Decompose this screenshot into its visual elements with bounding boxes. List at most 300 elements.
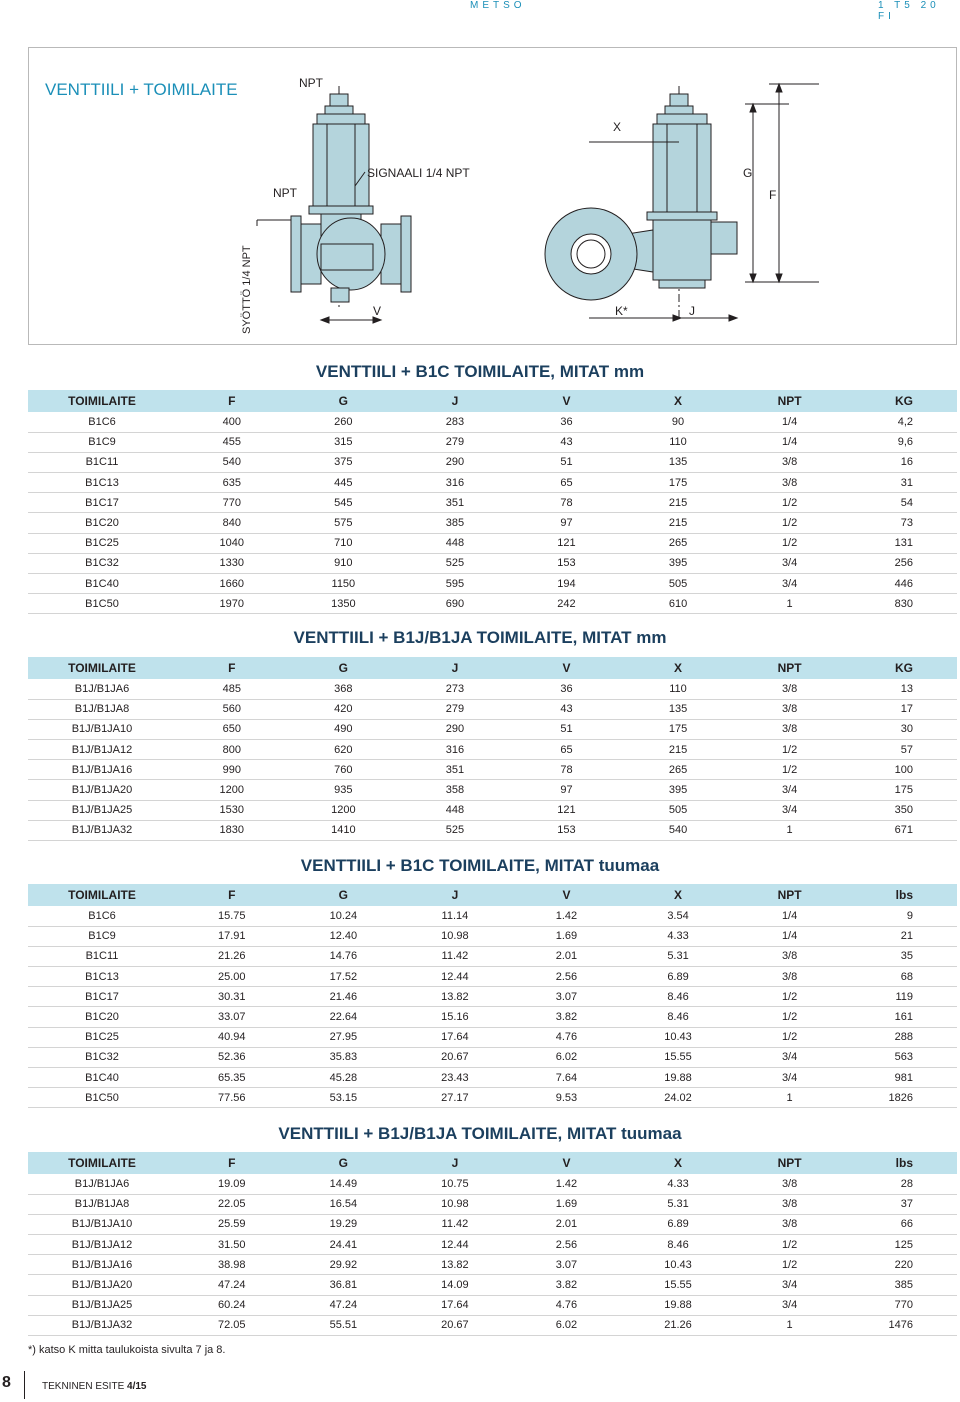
value-cell: 1/4 xyxy=(734,926,846,946)
value-cell: 6.89 xyxy=(622,967,734,987)
value-cell: 52.36 xyxy=(176,1047,288,1067)
value-cell: 610 xyxy=(622,594,734,614)
value-cell: 10.43 xyxy=(622,1255,734,1275)
value-cell: 1/4 xyxy=(734,432,846,452)
value-cell: 3.82 xyxy=(511,1275,623,1295)
value-cell: 27.95 xyxy=(288,1027,400,1047)
value-cell: 24.41 xyxy=(288,1235,400,1255)
value-cell: 14.09 xyxy=(399,1275,511,1295)
value-cell: 13.82 xyxy=(399,1255,511,1275)
table-title-b1j-mm: VENTTIILI + B1J/B1JA TOIMILAITE, MITAT mm xyxy=(293,628,667,647)
value-cell: 3/4 xyxy=(734,1275,846,1295)
value-cell: 1 xyxy=(734,1315,846,1335)
header-cell: X xyxy=(622,390,734,412)
value-cell: 316 xyxy=(399,473,511,493)
value-cell: 1/2 xyxy=(734,493,846,513)
value-cell: 47.24 xyxy=(288,1295,400,1315)
value-cell: 119 xyxy=(845,987,957,1007)
value-cell: 55.51 xyxy=(288,1315,400,1335)
header-cell: F xyxy=(176,390,288,412)
value-cell: 10.98 xyxy=(399,1194,511,1214)
value-cell: 215 xyxy=(622,513,734,533)
value-cell: 13.82 xyxy=(399,987,511,1007)
valve-actuator-figure xyxy=(28,47,957,345)
value-cell: 540 xyxy=(176,452,288,472)
value-cell: 760 xyxy=(288,760,400,780)
value-cell: 77.56 xyxy=(176,1088,288,1108)
table-row xyxy=(28,740,957,760)
actuator-cell: B1C13 xyxy=(28,473,176,493)
value-cell: 14.49 xyxy=(288,1174,400,1194)
value-cell: 525 xyxy=(399,553,511,573)
value-cell: 290 xyxy=(399,452,511,472)
value-cell: 1970 xyxy=(176,594,288,614)
value-cell: 505 xyxy=(622,800,734,820)
value-cell: 560 xyxy=(176,699,288,719)
value-cell: 57 xyxy=(845,740,957,760)
value-cell: 110 xyxy=(622,432,734,452)
value-cell: 505 xyxy=(622,574,734,594)
value-cell: 563 xyxy=(845,1047,957,1067)
table-row xyxy=(28,780,957,800)
value-cell: 220 xyxy=(845,1255,957,1275)
value-cell: 36.81 xyxy=(288,1275,400,1295)
value-cell: 800 xyxy=(176,740,288,760)
value-cell: 4.76 xyxy=(511,1027,623,1047)
table-b1c-inch xyxy=(28,884,957,1108)
header-cell: J xyxy=(399,1152,511,1174)
header-cell: lbs xyxy=(845,884,957,906)
actuator-cell: B1J/B1JA6 xyxy=(28,679,176,699)
actuator-cell: B1C6 xyxy=(28,906,176,926)
table-row xyxy=(28,1047,957,1067)
figure-title: VENTTIILI + TOIMILAITE xyxy=(45,80,238,99)
header-cell: TOIMILAITE xyxy=(28,657,176,679)
actuator-cell: B1J/B1JA32 xyxy=(28,820,176,840)
value-cell: 17 xyxy=(845,699,957,719)
header-cell: J xyxy=(399,884,511,906)
value-cell: 53.15 xyxy=(288,1088,400,1108)
value-cell: 288 xyxy=(845,1027,957,1047)
value-cell: 65 xyxy=(511,473,623,493)
value-cell: 256 xyxy=(845,553,957,573)
header-cell: TOIMILAITE xyxy=(28,390,176,412)
value-cell: 175 xyxy=(622,473,734,493)
value-cell: 2.56 xyxy=(511,967,623,987)
actuator-cell: B1J/B1JA12 xyxy=(28,740,176,760)
brand-name: METSO xyxy=(470,0,526,11)
value-cell: 3/4 xyxy=(734,780,846,800)
value-cell: 1 xyxy=(734,820,846,840)
table-row xyxy=(28,553,957,573)
actuator-cell: B1C25 xyxy=(28,1027,176,1047)
value-cell: 19.88 xyxy=(622,1068,734,1088)
actuator-cell: B1C17 xyxy=(28,493,176,513)
label-signal: SIGNAALI 1/4 NPT xyxy=(367,166,470,180)
valve-drawing xyxy=(29,48,958,346)
left-view xyxy=(257,86,411,323)
header-cell: G xyxy=(288,884,400,906)
value-cell: 60.24 xyxy=(176,1295,288,1315)
value-cell: 10.98 xyxy=(399,926,511,946)
value-cell: 35 xyxy=(845,946,957,966)
table-row xyxy=(28,820,957,840)
value-cell: 8.46 xyxy=(622,1007,734,1027)
value-cell: 3/8 xyxy=(734,946,846,966)
actuator-cell: B1J/B1JA25 xyxy=(28,1295,176,1315)
value-cell: 1/4 xyxy=(734,906,846,926)
table-row xyxy=(28,1194,957,1214)
value-cell: 3/8 xyxy=(734,452,846,472)
value-cell: 1200 xyxy=(176,780,288,800)
value-cell: 358 xyxy=(399,780,511,800)
actuator-cell: B1C50 xyxy=(28,594,176,614)
publication-issue: 4/15 xyxy=(127,1381,147,1392)
value-cell: 14.76 xyxy=(288,946,400,966)
actuator-cell: B1J/B1JA20 xyxy=(28,780,176,800)
value-cell: 125 xyxy=(845,1235,957,1255)
value-cell: 1/2 xyxy=(734,1255,846,1275)
actuator-cell: B1C9 xyxy=(28,432,176,452)
value-cell: 260 xyxy=(288,412,400,432)
value-cell: 5.31 xyxy=(622,1194,734,1214)
value-cell: 710 xyxy=(288,533,400,553)
value-cell: 1/2 xyxy=(734,513,846,533)
value-cell: 135 xyxy=(622,699,734,719)
value-cell: 1530 xyxy=(176,800,288,820)
table-row xyxy=(28,412,957,432)
table-row xyxy=(28,1255,957,1275)
header-cell: TOIMILAITE xyxy=(28,1152,176,1174)
value-cell: 1.69 xyxy=(511,926,623,946)
header-cell: X xyxy=(622,657,734,679)
value-cell: 279 xyxy=(399,432,511,452)
table-row xyxy=(28,906,957,926)
actuator-cell: B1J/B1JA25 xyxy=(28,800,176,820)
table-row xyxy=(28,493,957,513)
value-cell: 3/4 xyxy=(734,574,846,594)
value-cell: 131 xyxy=(845,533,957,553)
value-cell: 30.31 xyxy=(176,987,288,1007)
label-j: J xyxy=(689,304,695,318)
header-cell: F xyxy=(176,1152,288,1174)
value-cell: 690 xyxy=(399,594,511,614)
value-cell: 19.09 xyxy=(176,1174,288,1194)
value-cell: 8.46 xyxy=(622,1235,734,1255)
value-cell: 153 xyxy=(511,820,623,840)
value-cell: 47.24 xyxy=(176,1275,288,1295)
table-row xyxy=(28,1275,957,1295)
header-cell: G xyxy=(288,1152,400,1174)
value-cell: 27.17 xyxy=(399,1088,511,1108)
value-cell: 17.91 xyxy=(176,926,288,946)
table-row xyxy=(28,1027,957,1047)
actuator-cell: B1J/B1JA8 xyxy=(28,1194,176,1214)
value-cell: 935 xyxy=(288,780,400,800)
header-cell: J xyxy=(399,657,511,679)
value-cell: 17.64 xyxy=(399,1027,511,1047)
value-cell: 3.07 xyxy=(511,987,623,1007)
value-cell: 97 xyxy=(511,513,623,533)
value-cell: 368 xyxy=(288,679,400,699)
actuator-cell: B1J/B1JA6 xyxy=(28,1174,176,1194)
header-cell: TOIMILAITE xyxy=(28,884,176,906)
value-cell: 22.05 xyxy=(176,1194,288,1214)
value-cell: 20.67 xyxy=(399,1047,511,1067)
value-cell: 194 xyxy=(511,574,623,594)
value-cell: 400 xyxy=(176,412,288,432)
table-header-row xyxy=(28,390,957,412)
value-cell: 65.35 xyxy=(176,1068,288,1088)
value-cell: 1476 xyxy=(845,1315,957,1335)
actuator-cell: B1C11 xyxy=(28,452,176,472)
value-cell: 9,6 xyxy=(845,432,957,452)
value-cell: 4.33 xyxy=(622,926,734,946)
actuator-cell: B1J/B1JA12 xyxy=(28,1235,176,1255)
value-cell: 1830 xyxy=(176,820,288,840)
header-cell: F xyxy=(176,657,288,679)
actuator-cell: B1C20 xyxy=(28,1007,176,1027)
value-cell: 51 xyxy=(511,452,623,472)
value-cell: 31 xyxy=(845,473,957,493)
value-cell: 910 xyxy=(288,553,400,573)
value-cell: 1/2 xyxy=(734,1235,846,1255)
value-cell: 315 xyxy=(288,432,400,452)
value-cell: 23.43 xyxy=(399,1068,511,1088)
header-cell: X xyxy=(622,884,734,906)
value-cell: 620 xyxy=(288,740,400,760)
value-cell: 3/8 xyxy=(734,699,846,719)
value-cell: 73 xyxy=(845,513,957,533)
actuator-cell: B1J/B1JA8 xyxy=(28,699,176,719)
value-cell: 22.64 xyxy=(288,1007,400,1027)
label-g: G xyxy=(743,166,753,180)
value-cell: 12.44 xyxy=(399,967,511,987)
table-row xyxy=(28,533,957,553)
value-cell: 3/8 xyxy=(734,679,846,699)
value-cell: 635 xyxy=(176,473,288,493)
value-cell: 54 xyxy=(845,493,957,513)
value-cell: 1330 xyxy=(176,553,288,573)
actuator-cell: B1C11 xyxy=(28,946,176,966)
page-header xyxy=(0,0,960,22)
table-row xyxy=(28,432,957,452)
value-cell: 10.43 xyxy=(622,1027,734,1047)
value-cell: 65 xyxy=(511,740,623,760)
value-cell: 840 xyxy=(176,513,288,533)
value-cell: 1660 xyxy=(176,574,288,594)
value-cell: 1/2 xyxy=(734,760,846,780)
value-cell: 3.82 xyxy=(511,1007,623,1027)
value-cell: 153 xyxy=(511,553,623,573)
value-cell: 72.05 xyxy=(176,1315,288,1335)
header-cell: KG xyxy=(845,390,957,412)
value-cell: 3/8 xyxy=(734,1194,846,1214)
value-cell: 17.64 xyxy=(399,1295,511,1315)
table-b1j-inch xyxy=(28,1152,957,1336)
header-cell: NPT xyxy=(734,1152,846,1174)
value-cell: 10.24 xyxy=(288,906,400,926)
value-cell: 1/2 xyxy=(734,1007,846,1027)
table-title-b1c-mm: VENTTIILI + B1C TOIMILAITE, MITAT mm xyxy=(315,362,645,381)
value-cell: 1150 xyxy=(288,574,400,594)
value-cell: 525 xyxy=(399,820,511,840)
header-cell: KG xyxy=(845,657,957,679)
table-row xyxy=(28,967,957,987)
header-cell: lbs xyxy=(845,1152,957,1174)
value-cell: 1/2 xyxy=(734,740,846,760)
table-row xyxy=(28,679,957,699)
header-cell: V xyxy=(511,884,623,906)
value-cell: 3/8 xyxy=(734,1214,846,1234)
value-cell: 273 xyxy=(399,679,511,699)
header-cell: NPT xyxy=(734,884,846,906)
table-header-row xyxy=(28,884,957,906)
value-cell: 1410 xyxy=(288,820,400,840)
value-cell: 420 xyxy=(288,699,400,719)
value-cell: 11.42 xyxy=(399,1214,511,1234)
document-code: 1 T5 20 FI xyxy=(878,0,940,22)
value-cell: 5.31 xyxy=(622,946,734,966)
value-cell: 3.07 xyxy=(511,1255,623,1275)
value-cell: 1040 xyxy=(176,533,288,553)
value-cell: 21 xyxy=(845,926,957,946)
value-cell: 25.00 xyxy=(176,967,288,987)
header-cell: V xyxy=(511,390,623,412)
value-cell: 6.02 xyxy=(511,1047,623,1067)
label-supply: SYÖTTÖ 1/4 NPT xyxy=(241,245,253,334)
value-cell: 66 xyxy=(845,1214,957,1234)
value-cell: 35.83 xyxy=(288,1047,400,1067)
value-cell: 2.56 xyxy=(511,1235,623,1255)
value-cell: 316 xyxy=(399,740,511,760)
actuator-cell: B1C20 xyxy=(28,513,176,533)
publication-info xyxy=(42,1381,147,1392)
value-cell: 78 xyxy=(511,493,623,513)
value-cell: 15.55 xyxy=(622,1275,734,1295)
value-cell: 30 xyxy=(845,719,957,739)
label-k: K* xyxy=(615,304,628,318)
value-cell: 45.28 xyxy=(288,1068,400,1088)
value-cell: 545 xyxy=(288,493,400,513)
table-row xyxy=(28,1295,957,1315)
value-cell: 215 xyxy=(622,740,734,760)
value-cell: 445 xyxy=(288,473,400,493)
table-row xyxy=(28,760,957,780)
value-cell: 3/8 xyxy=(734,473,846,493)
table-row xyxy=(28,473,957,493)
value-cell: 981 xyxy=(845,1068,957,1088)
actuator-cell: B1J/B1JA10 xyxy=(28,719,176,739)
value-cell: 1/2 xyxy=(734,533,846,553)
table-row xyxy=(28,987,957,1007)
header-cell: F xyxy=(176,884,288,906)
value-cell: 830 xyxy=(845,594,957,614)
value-cell: 16 xyxy=(845,452,957,472)
value-cell: 121 xyxy=(511,533,623,553)
value-cell: 395 xyxy=(622,780,734,800)
value-cell: 110 xyxy=(622,679,734,699)
value-cell: 15.16 xyxy=(399,1007,511,1027)
value-cell: 990 xyxy=(176,760,288,780)
footer-divider xyxy=(24,1371,25,1399)
value-cell: 6.89 xyxy=(622,1214,734,1234)
table-b1j-mm xyxy=(28,657,957,841)
table-row xyxy=(28,926,957,946)
header-cell: NPT xyxy=(734,657,846,679)
header-cell: J xyxy=(399,390,511,412)
value-cell: 3.54 xyxy=(622,906,734,926)
table-row xyxy=(28,452,957,472)
actuator-cell: B1C32 xyxy=(28,1047,176,1067)
label-npt-left: NPT xyxy=(273,186,297,200)
table-row xyxy=(28,574,957,594)
table-row xyxy=(28,1174,957,1194)
value-cell: 175 xyxy=(622,719,734,739)
value-cell: 575 xyxy=(288,513,400,533)
value-cell: 265 xyxy=(622,533,734,553)
label-f: F xyxy=(769,188,777,202)
value-cell: 7.64 xyxy=(511,1068,623,1088)
value-cell: 1826 xyxy=(845,1088,957,1108)
value-cell: 38.98 xyxy=(176,1255,288,1275)
table-row xyxy=(28,1068,957,1088)
value-cell: 25.59 xyxy=(176,1214,288,1234)
actuator-cell: B1J/B1JA10 xyxy=(28,1214,176,1234)
value-cell: 21.46 xyxy=(288,987,400,1007)
value-cell: 1/2 xyxy=(734,1027,846,1047)
value-cell: 24.02 xyxy=(622,1088,734,1108)
value-cell: 448 xyxy=(399,800,511,820)
value-cell: 37 xyxy=(845,1194,957,1214)
value-cell: 3/4 xyxy=(734,800,846,820)
value-cell: 290 xyxy=(399,719,511,739)
value-cell: 4.33 xyxy=(622,1174,734,1194)
value-cell: 2.01 xyxy=(511,1214,623,1234)
value-cell: 68 xyxy=(845,967,957,987)
value-cell: 650 xyxy=(176,719,288,739)
value-cell: 265 xyxy=(622,760,734,780)
value-cell: 51 xyxy=(511,719,623,739)
actuator-cell: B1J/B1JA20 xyxy=(28,1275,176,1295)
footnote: *) katso K mitta taulukoista sivulta 7 ja 8. xyxy=(28,1344,226,1356)
header-cell: G xyxy=(288,390,400,412)
table-header-row xyxy=(28,657,957,679)
value-cell: 671 xyxy=(845,820,957,840)
value-cell: 29.92 xyxy=(288,1255,400,1275)
value-cell: 3/4 xyxy=(734,1047,846,1067)
table-header-row xyxy=(28,1152,957,1174)
value-cell: 350 xyxy=(845,800,957,820)
value-cell: 36 xyxy=(511,679,623,699)
value-cell: 3/8 xyxy=(734,719,846,739)
value-cell: 770 xyxy=(176,493,288,513)
value-cell: 21.26 xyxy=(176,946,288,966)
value-cell: 17.52 xyxy=(288,967,400,987)
page-number: 8 xyxy=(2,1374,11,1391)
value-cell: 485 xyxy=(176,679,288,699)
value-cell: 351 xyxy=(399,760,511,780)
label-x: X xyxy=(613,120,622,134)
table-row xyxy=(28,719,957,739)
value-cell: 28 xyxy=(845,1174,957,1194)
value-cell: 1 xyxy=(734,1088,846,1108)
value-cell: 375 xyxy=(288,452,400,472)
value-cell: 3/4 xyxy=(734,1295,846,1315)
table-row xyxy=(28,1214,957,1234)
value-cell: 1.69 xyxy=(511,1194,623,1214)
value-cell: 1.42 xyxy=(511,1174,623,1194)
